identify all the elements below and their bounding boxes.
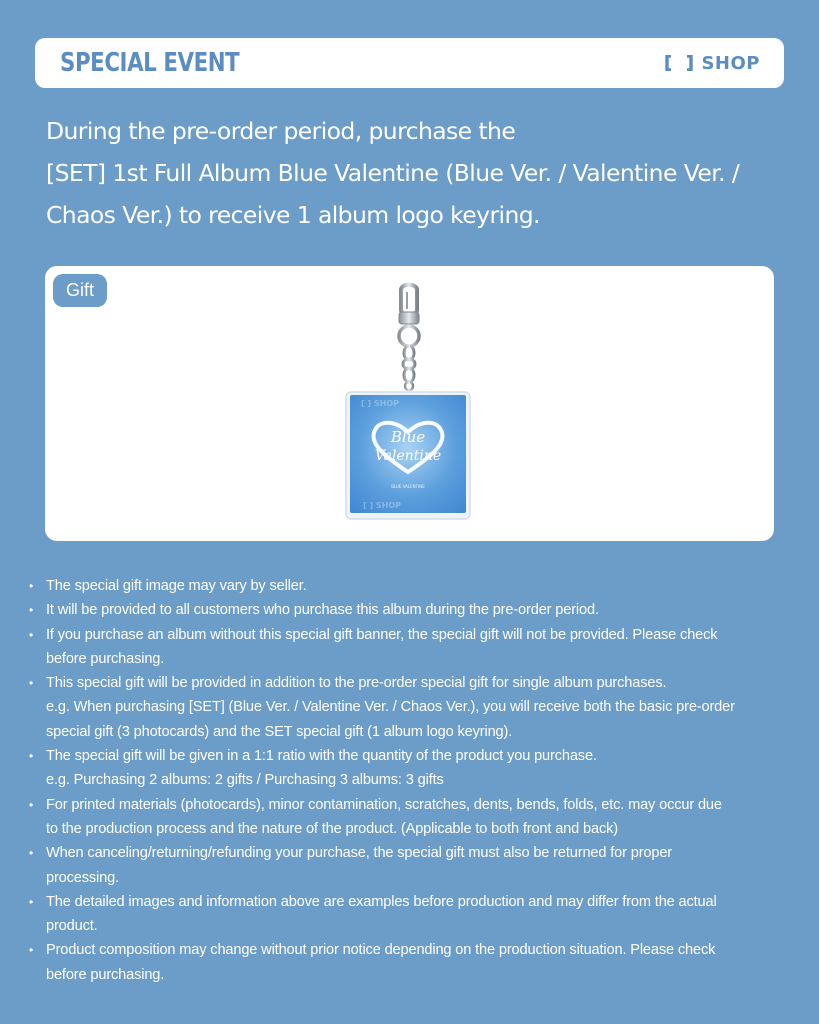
- keyring-image: [341, 282, 481, 528]
- note-line: • If you purchase an album without this special gift banner, the special gift will not be provided. Please check: [46, 626, 718, 643]
- description-line: During the pre-order period, purchase the: [46, 117, 516, 145]
- bracket-logo-icon: [665, 55, 693, 71]
- description-line: Chaos Ver.) to receive 1 album logo keyring.: [46, 201, 540, 229]
- note-item: [27, 744, 787, 793]
- note-line: before purchasing.: [46, 650, 165, 667]
- note-item: [27, 598, 787, 622]
- note-line: to the production process and the nature of the product. (Applicable to both front and back): [46, 820, 618, 837]
- shop-logo[interactable]: [665, 53, 760, 74]
- note-item: [27, 671, 787, 744]
- note-item: [27, 793, 787, 842]
- gift-badge: Gift: [53, 274, 107, 307]
- note-line: • It will be provided to all customers who purchase this album during the pre-order period.: [46, 602, 599, 619]
- page-title: SPECIAL EVENT: [60, 48, 240, 78]
- svg-text:Valentine: Valentine: [374, 448, 442, 464]
- svg-text:[ ] SHOP: [ ] SHOP: [361, 399, 400, 408]
- note-line: • This special gift will be provided in addition to the pre-order special gift for single album purchases.: [46, 675, 667, 692]
- shop-label: SHOP: [701, 52, 760, 74]
- event-description: [46, 110, 786, 236]
- note-line: e.g. When purchasing [SET] (Blue Ver. / Valentine Ver. / Chaos Ver.), you will receive both the basic pre-order: [46, 699, 735, 716]
- note-line: • The special gift will be given in a 1:1 ratio with the quantity of the product you purchase.: [46, 748, 597, 765]
- gift-card: [45, 266, 774, 541]
- note-item: [27, 890, 787, 939]
- note-line: special gift (3 photocards) and the SET special gift (1 album logo keyring).: [46, 723, 513, 740]
- note-line: processing.: [46, 869, 119, 886]
- header-bar: [35, 38, 784, 88]
- note-line: • The detailed images and information above are examples before production and may differ from the actual: [46, 893, 717, 910]
- note-line: • Product composition may change without prior notice depending on the production situation. Please check: [46, 942, 716, 959]
- svg-text:[ ] SHOP: [ ] SHOP: [363, 501, 402, 510]
- note-line: • When canceling/returning/refunding your purchase, the special gift must also be returned for proper: [46, 845, 673, 862]
- description-line: [SET] 1st Full Album Blue Valentine (Blue Ver. / Valentine Ver. /: [46, 159, 740, 187]
- notes-list: [27, 574, 787, 987]
- note-item: [27, 841, 787, 890]
- svg-text:BLUE VALENTINE: BLUE VALENTINE: [391, 484, 425, 489]
- note-line: before purchasing.: [46, 966, 165, 983]
- note-line: e.g. Purchasing 2 albums: 2 gifts / Purchasing 3 albums: 3 gifts: [46, 772, 444, 789]
- note-item: [27, 623, 787, 672]
- note-item: [27, 938, 787, 987]
- note-line: product.: [46, 918, 98, 935]
- svg-text:Blue: Blue: [390, 428, 426, 446]
- note-item: [27, 574, 787, 598]
- note-line: • The special gift image may vary by seller.: [46, 578, 307, 594]
- note-line: • For printed materials (photocards), minor contamination, scratches, dents, bends, folds, etc. may occur due: [46, 796, 722, 813]
